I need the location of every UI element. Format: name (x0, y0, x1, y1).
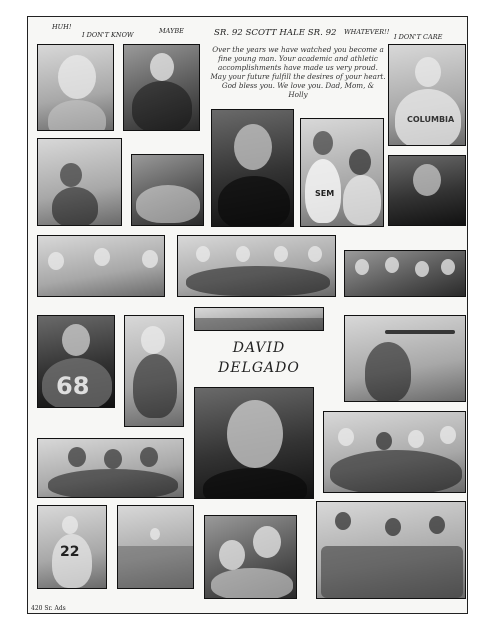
senior-portrait (194, 387, 314, 499)
ballfield-photo (117, 505, 194, 589)
page-folio: 420 Sr. Ads (31, 605, 66, 612)
skeet-shooting-photo (344, 315, 466, 402)
header-title: SR. 92 SCOTT HALE SR. 92 (214, 28, 337, 38)
football-jersey-number: 68 (56, 372, 90, 400)
message-line-4: May your future fulfill the desires of your heart. (210, 72, 386, 81)
two-kids-photo (204, 515, 297, 599)
message-line-6: Holly (288, 90, 308, 99)
baseball-jersey-number: 22 (60, 544, 80, 560)
beach-kids-photo (37, 235, 165, 297)
stadium-photo (194, 307, 324, 331)
header-huh: HUH! (52, 23, 72, 31)
message-line-5: God bless you. We love you. Dad, Mom, & (221, 81, 375, 90)
tuxedo-portrait (211, 109, 294, 227)
baby-photo (37, 44, 114, 131)
toddler-photo (124, 315, 184, 427)
three-friends-photo (37, 438, 184, 498)
baseball-batter-photo (37, 505, 107, 589)
message-line-2: fine young man. Your academic and athletic (218, 54, 378, 63)
boy-suit-photo (123, 44, 200, 131)
senior-last-name: DELGADO (218, 360, 300, 376)
columbia-shirt-text: COLUMBIA (407, 115, 455, 124)
couple-photo (300, 118, 384, 227)
header-whatever: WHATEVER!! (344, 28, 390, 36)
team-celebration-photo (323, 411, 466, 493)
team-photo (131, 154, 204, 226)
message-line-1: Over the years we have watched you become a (212, 45, 384, 54)
jersey-portrait-photo (388, 155, 466, 226)
friends-couch-photo (344, 250, 466, 297)
header-i-dont-care: I DON'T CARE (394, 33, 443, 41)
friends-group-photo (177, 235, 336, 297)
football-68-photo (37, 315, 115, 408)
columbia-shirt-photo (388, 44, 466, 146)
senior-first-name: DAVID (232, 340, 286, 356)
batting-kid-photo (37, 138, 122, 226)
message-line-3: accomplishments have made us very proud. (218, 63, 378, 72)
yearbook-page (27, 16, 468, 614)
sem-shirt-text: SEM (315, 189, 335, 198)
truck-bed-photo (316, 501, 466, 599)
header-maybe: MAYBE (159, 27, 184, 35)
header-i-dont-know: I DON'T KNOW (82, 31, 134, 39)
